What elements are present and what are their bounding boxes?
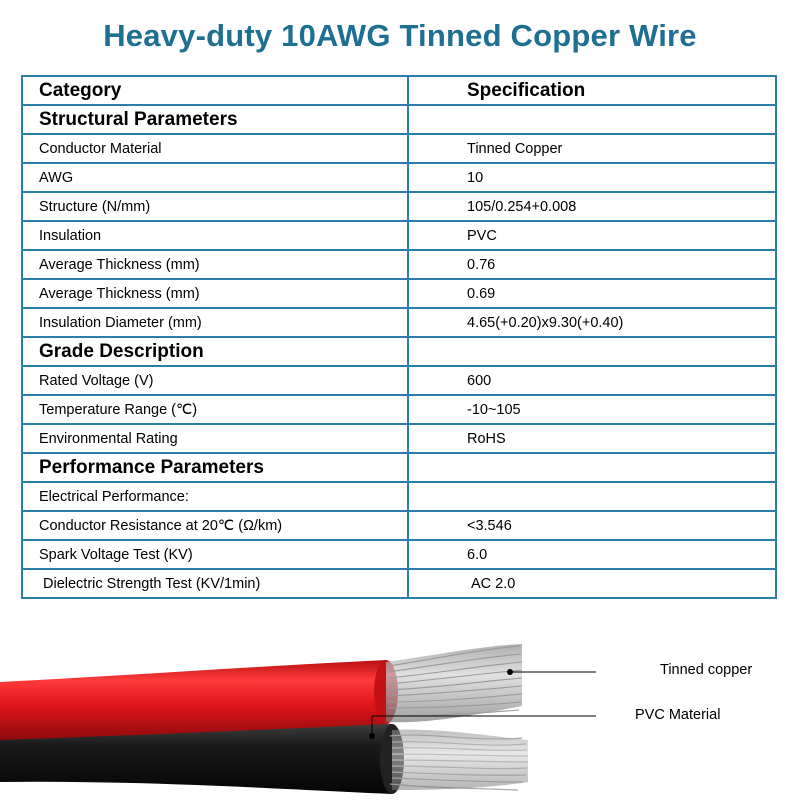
table-row <box>22 511 776 540</box>
row-specification: 10 <box>408 163 776 192</box>
row-specification <box>408 337 776 366</box>
table-row <box>22 163 776 192</box>
table-row <box>22 221 776 250</box>
callout-tinned-copper: Tinned copper <box>660 662 753 678</box>
table-row <box>22 540 776 569</box>
row-specification: -10~105 <box>408 395 776 424</box>
table-row <box>22 366 776 395</box>
table-row <box>22 482 776 511</box>
table-row <box>22 308 776 337</box>
row-category: Temperature Range (℃) <box>22 395 408 424</box>
row-category: Insulation <box>22 221 408 250</box>
header-category: Category <box>22 76 408 105</box>
row-category: Spark Voltage Test (KV) <box>22 540 408 569</box>
table-row <box>22 569 776 598</box>
row-category: Average Thickness (mm) <box>22 279 408 308</box>
row-specification: 4.65(+0.20)x9.30(+0.40) <box>408 308 776 337</box>
row-category: Electrical Performance: <box>22 482 408 511</box>
tinned-copper-leader-dot <box>507 669 513 675</box>
row-category: Insulation Diameter (mm) <box>22 308 408 337</box>
row-category: Average Thickness (mm) <box>22 250 408 279</box>
section-row-performance <box>22 453 776 482</box>
wire-photo <box>0 632 800 800</box>
section-row-grade <box>22 337 776 366</box>
row-specification <box>408 482 776 511</box>
row-specification: PVC <box>408 221 776 250</box>
row-specification: Tinned Copper <box>408 134 776 163</box>
row-category: Performance Parameters <box>22 453 408 482</box>
spec-table <box>21 75 777 599</box>
row-specification: AC 2.0 <box>408 569 776 598</box>
row-specification: 600 <box>408 366 776 395</box>
row-category: AWG <box>22 163 408 192</box>
row-specification: 0.76 <box>408 250 776 279</box>
row-category: Dielectric Strength Test (KV/1min) <box>22 569 408 598</box>
row-specification: 105/0.254+0.008 <box>408 192 776 221</box>
table-row <box>22 134 776 163</box>
row-category: Rated Voltage (V) <box>22 366 408 395</box>
table-header-row <box>22 76 776 105</box>
section-row-structural <box>22 105 776 134</box>
page-title: Heavy-duty 10AWG Tinned Copper Wire <box>103 18 697 53</box>
table-row <box>22 395 776 424</box>
row-category: Grade Description <box>22 337 408 366</box>
row-specification: 6.0 <box>408 540 776 569</box>
table-row <box>22 279 776 308</box>
table-row <box>22 424 776 453</box>
pvc-leader-dot <box>369 733 375 739</box>
red-wire <box>0 644 522 740</box>
header-specification: Specification <box>408 76 776 105</box>
row-specification <box>408 453 776 482</box>
row-specification: 0.69 <box>408 279 776 308</box>
table-row <box>22 192 776 221</box>
table-row <box>22 250 776 279</box>
row-specification <box>408 105 776 134</box>
row-category: Environmental Rating <box>22 424 408 453</box>
row-category: Conductor Material <box>22 134 408 163</box>
row-category: Conductor Resistance at 20℃ (Ω/km) <box>22 511 408 540</box>
row-category: Structure (N/mm) <box>22 192 408 221</box>
row-category: Structural Parameters <box>22 105 408 134</box>
callout-pvc-material: PVC Material <box>635 707 721 723</box>
row-specification: RoHS <box>408 424 776 453</box>
row-specification: <3.546 <box>408 511 776 540</box>
